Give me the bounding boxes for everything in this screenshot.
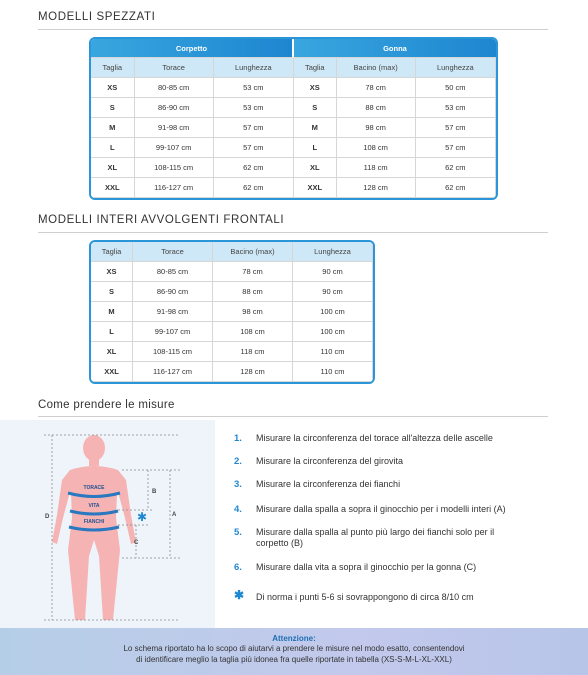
body-measurement-figure [0, 420, 215, 630]
section-divider [38, 29, 548, 30]
table-row [91, 302, 373, 322]
table-cell: 53 cm [214, 98, 294, 118]
attention-line-2: di identificare meglio la taglia più idonea fra quelle riportate in tabella (XS-S-M-L-XL-XXL) [136, 655, 452, 664]
table-cell: 100 cm [293, 322, 373, 342]
attention-title: Attenzione: [272, 634, 316, 643]
table-cell: 50 cm [416, 78, 496, 98]
table-cell: 62 cm [416, 178, 496, 198]
table-cell: 110 cm [293, 342, 373, 362]
attention-line-1: Lo schema riportato ha lo scopo di aiutarvi a prendere le misure nel modo esatto, consentendovi [123, 644, 465, 653]
table-cell: 98 cm [213, 302, 293, 322]
table-cell: 90 cm [293, 282, 373, 302]
size-cell: XS [91, 262, 133, 282]
table-cell: 62 cm [214, 158, 294, 178]
table-cell: 91-98 cm [135, 118, 214, 138]
table-modelli-spezzati [89, 37, 498, 200]
table-cell: 62 cm [416, 158, 496, 178]
column-header: Lunghezza [416, 58, 496, 78]
table-cell: 78 cm [213, 262, 293, 282]
column-header: Lunghezza [293, 242, 373, 262]
table-row [91, 78, 496, 98]
column-header: Taglia [91, 58, 135, 78]
table-cell: 62 cm [214, 178, 294, 198]
table-cell: 108 cm [213, 322, 293, 342]
size-cell: L [91, 138, 135, 158]
table-cell: 110 cm [293, 362, 373, 382]
table-cell: 57 cm [214, 138, 294, 158]
attention-footer [0, 628, 588, 675]
section-title-modelli-interi: MODELLI INTERI AVVOLGENTI FRONTALI [38, 214, 285, 226]
size-cell: XS [91, 78, 135, 98]
size-cell: L [91, 322, 133, 342]
table-cell: 88 cm [337, 98, 416, 118]
size-cell: XXL [91, 362, 133, 382]
star-icon: ✱ [234, 588, 245, 602]
section-divider [38, 416, 548, 417]
section-title-come-prendere: Come prendere le misure [38, 399, 175, 411]
table-row [91, 282, 373, 302]
size-cell: XS [294, 78, 337, 98]
column-header: Lunghezza [214, 58, 294, 78]
table-cell: 108 cm [337, 138, 416, 158]
group-header-corpetto: Corpetto [91, 39, 294, 58]
table-cell: 86-90 cm [133, 282, 213, 302]
table-cell: 53 cm [416, 98, 496, 118]
label-fianchi: FIANCHI [83, 519, 105, 525]
table-modelli-interi [89, 240, 375, 384]
group-header-gonna: Gonna [294, 39, 496, 58]
column-header: Bacino (max) [337, 58, 416, 78]
table-cell: 108-115 cm [133, 342, 213, 362]
table-cell: 53 cm [214, 78, 294, 98]
table-cell: 90 cm [293, 262, 373, 282]
size-cell: XL [91, 342, 133, 362]
table-cell: 86-90 cm [135, 98, 214, 118]
size-cell: M [91, 302, 133, 322]
dim-label-d: D [45, 514, 50, 520]
table-cell: 116-127 cm [135, 178, 214, 198]
table-row [91, 262, 373, 282]
table-cell: 116-127 cm [133, 362, 213, 382]
dim-label-b: B [152, 489, 157, 495]
size-cell: M [91, 118, 135, 138]
column-header: Taglia [294, 58, 337, 78]
column-header: Bacino (max) [213, 242, 293, 262]
table-cell: 80-85 cm [135, 78, 214, 98]
table-cell: 57 cm [416, 138, 496, 158]
table-cell: 91-98 cm [133, 302, 213, 322]
section-title-modelli-spezzati: MODELLI SPEZZATI [38, 11, 156, 23]
section-divider [38, 232, 548, 233]
body-silhouette [52, 435, 136, 620]
table-row [91, 178, 496, 198]
size-cell: XL [91, 158, 135, 178]
column-header: Taglia [91, 242, 133, 262]
column-header: Torace [133, 242, 213, 262]
table-row [91, 98, 496, 118]
table-cell: 118 cm [213, 342, 293, 362]
table-cell: 80-85 cm [133, 262, 213, 282]
table-cell: 57 cm [214, 118, 294, 138]
table-cell: 99-107 cm [135, 138, 214, 158]
table-row [91, 158, 496, 178]
table-cell: 98 cm [337, 118, 416, 138]
table-cell: 128 cm [213, 362, 293, 382]
size-cell: XL [294, 158, 337, 178]
star-icon: ✱ [137, 510, 148, 524]
table-cell: 78 cm [337, 78, 416, 98]
dim-label-c: C [134, 540, 139, 546]
table-row [91, 118, 496, 138]
table-row [91, 322, 373, 342]
size-cell: S [294, 98, 337, 118]
size-cell: XXL [91, 178, 135, 198]
table-cell: 118 cm [337, 158, 416, 178]
table-cell: 128 cm [337, 178, 416, 198]
table-row [91, 138, 496, 158]
size-cell: XXL [294, 178, 337, 198]
label-vita: VITA [88, 503, 100, 509]
label-torace: TORACE [83, 485, 105, 491]
table-cell: 108-115 cm [135, 158, 214, 178]
table-cell: 100 cm [293, 302, 373, 322]
size-cell: S [91, 98, 135, 118]
size-cell: L [294, 138, 337, 158]
table-cell: 57 cm [416, 118, 496, 138]
table-row [91, 362, 373, 382]
table-row [91, 342, 373, 362]
table-cell: 88 cm [213, 282, 293, 302]
body-figure-panel [0, 420, 215, 630]
table-cell: 99-107 cm [133, 322, 213, 342]
dim-label-a: A [172, 512, 177, 518]
size-cell: S [91, 282, 133, 302]
size-cell: M [294, 118, 337, 138]
column-header: Torace [135, 58, 214, 78]
